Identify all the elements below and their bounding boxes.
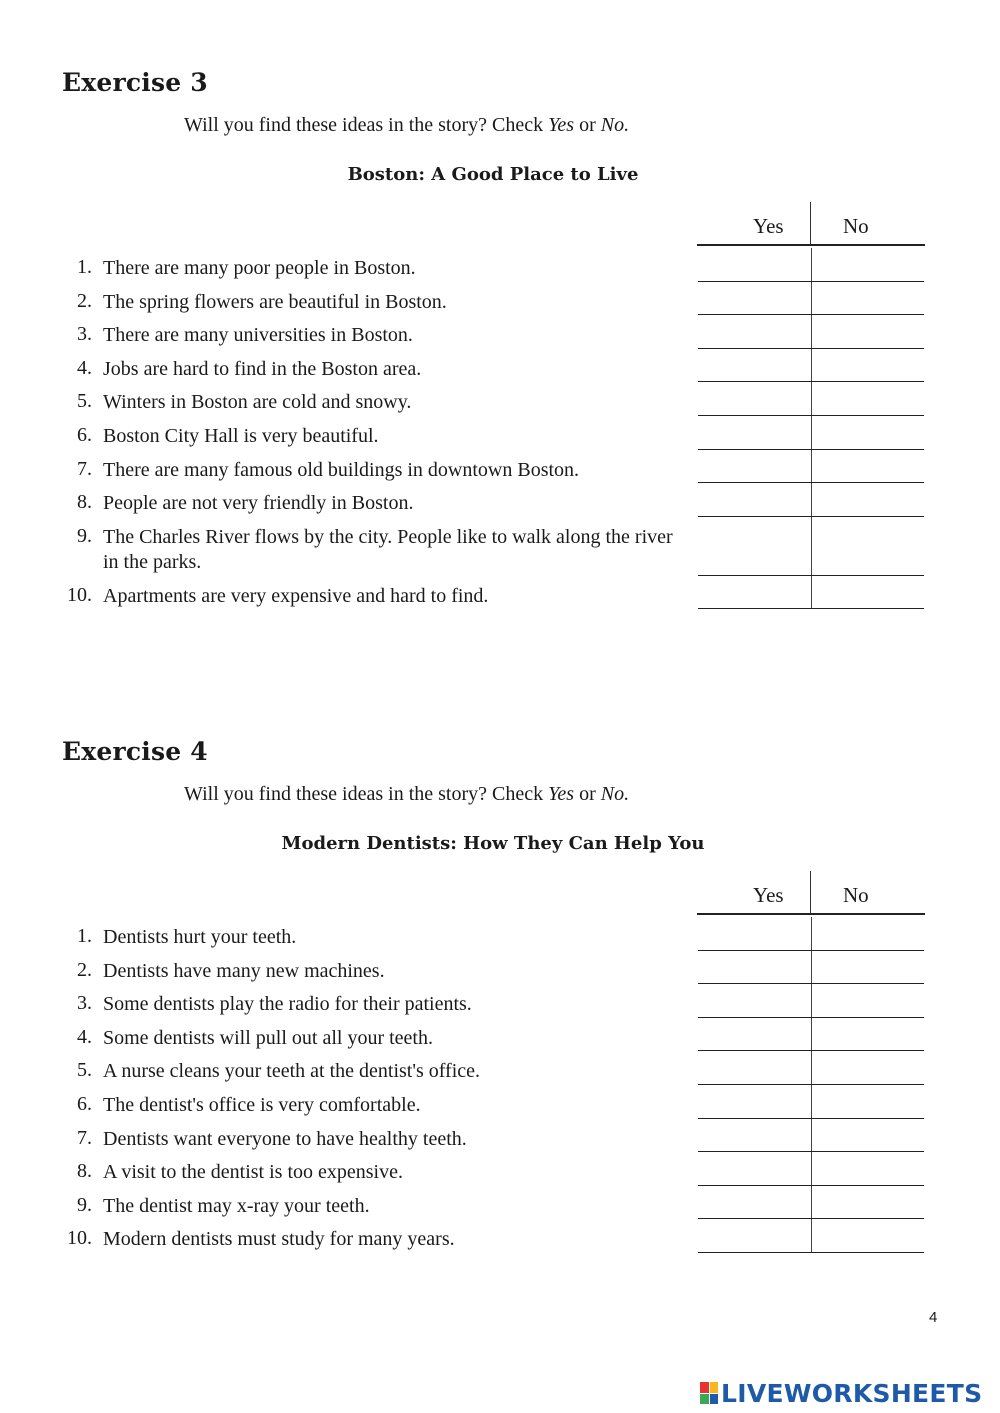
liveworksheets-branding xyxy=(700,1378,982,1408)
answer-row xyxy=(698,248,924,282)
answer-row xyxy=(698,450,924,484)
item-number: 4. xyxy=(77,1025,92,1048)
no-checkbox-cell[interactable] xyxy=(812,1219,924,1252)
instruction-text: Will you find these ideas in the story? Check xyxy=(184,114,549,136)
logo-square-red xyxy=(700,1382,709,1393)
yes-checkbox-cell[interactable] xyxy=(698,984,812,1017)
yes-word: Yes xyxy=(548,783,575,805)
item-text: There are many universities in Boston. xyxy=(103,324,413,347)
column-divider xyxy=(810,202,811,244)
yes-checkbox-cell[interactable] xyxy=(698,1085,812,1118)
item-number: 10. xyxy=(67,583,92,606)
item-text: There are many famous old buildings in downtown Boston. xyxy=(103,458,580,481)
list-item xyxy=(0,1085,1000,1119)
no-checkbox-cell[interactable] xyxy=(812,416,924,449)
brand-name: LIVEWORKSHEETS xyxy=(721,1378,983,1408)
answer-row xyxy=(698,1085,924,1119)
no-checkbox-cell[interactable] xyxy=(812,315,924,348)
no-checkbox-cell[interactable] xyxy=(812,1186,924,1219)
yes-checkbox-cell[interactable] xyxy=(698,917,812,950)
yes-checkbox-cell[interactable] xyxy=(698,416,812,449)
list-item xyxy=(0,349,1000,383)
list-item xyxy=(0,1119,1000,1153)
column-divider xyxy=(810,871,811,913)
list-item xyxy=(0,450,1000,484)
list-item xyxy=(0,1018,1000,1052)
or-word: or xyxy=(574,114,601,136)
column-header-yes: Yes xyxy=(753,214,784,238)
item-list xyxy=(0,917,1000,1253)
item-text: People are not very friendly in Boston. xyxy=(103,492,414,515)
item-text: Dentists have many new machines. xyxy=(103,959,385,982)
column-header-no: No xyxy=(843,214,869,238)
list-item xyxy=(0,282,1000,316)
item-number: 9. xyxy=(77,1193,92,1216)
no-checkbox-cell[interactable] xyxy=(812,1018,924,1051)
no-checkbox-cell[interactable] xyxy=(812,450,924,483)
column-header-yes: Yes xyxy=(753,883,784,907)
item-text: The dentist's office is very comfortable. xyxy=(103,1093,421,1116)
yes-checkbox-cell[interactable] xyxy=(698,382,812,415)
item-number: 5. xyxy=(77,1059,92,1082)
item-text: Dentists hurt your teeth. xyxy=(103,926,297,948)
item-number: 8. xyxy=(77,1160,92,1183)
list-item xyxy=(0,951,1000,985)
item-number: 6. xyxy=(77,423,92,446)
list-item xyxy=(0,315,1000,349)
item-text: Dentists want everyone to have healthy teeth. xyxy=(103,1127,467,1150)
list-item xyxy=(0,1152,1000,1186)
story-title: Boston: A Good Place to Live xyxy=(347,164,639,185)
list-item xyxy=(0,1186,1000,1220)
yes-checkbox-cell[interactable] xyxy=(698,248,812,281)
answer-row xyxy=(698,1186,924,1220)
answer-row xyxy=(698,483,924,517)
item-number: 6. xyxy=(77,1092,92,1115)
item-number: 2. xyxy=(77,289,92,312)
item-number: 1. xyxy=(77,256,92,278)
yes-checkbox-cell[interactable] xyxy=(698,1152,812,1185)
no-checkbox-cell[interactable] xyxy=(812,917,924,950)
answer-row xyxy=(698,282,924,316)
list-item xyxy=(0,984,1000,1018)
item-number: 5. xyxy=(77,390,92,413)
list-item xyxy=(0,517,1000,576)
answer-row xyxy=(698,1018,924,1052)
exercise-title: Exercise 3 xyxy=(62,68,208,97)
yes-checkbox-cell[interactable] xyxy=(698,951,812,984)
no-checkbox-cell[interactable] xyxy=(812,483,924,516)
item-text: The spring flowers are beautiful in Boston. xyxy=(103,290,447,313)
list-item xyxy=(0,248,1000,282)
no-checkbox-cell[interactable] xyxy=(812,517,924,575)
no-checkbox-cell[interactable] xyxy=(812,1051,924,1084)
yes-checkbox-cell[interactable] xyxy=(698,349,812,382)
answer-row xyxy=(698,1119,924,1153)
column-header-no: No xyxy=(843,883,869,907)
no-checkbox-cell[interactable] xyxy=(812,248,924,281)
no-checkbox-cell[interactable] xyxy=(812,382,924,415)
no-checkbox-cell[interactable] xyxy=(812,1152,924,1185)
instructions xyxy=(184,114,629,137)
no-checkbox-cell[interactable] xyxy=(812,349,924,382)
liveworksheets-logo-icon xyxy=(700,1382,718,1404)
yes-checkbox-cell[interactable] xyxy=(698,282,812,315)
item-text: Some dentists will pull out all your teeth. xyxy=(103,1026,433,1049)
instruction-text: Will you find these ideas in the story? Check xyxy=(184,783,549,805)
yes-checkbox-cell[interactable] xyxy=(698,1119,812,1152)
item-number: 7. xyxy=(77,1126,92,1149)
no-checkbox-cell[interactable] xyxy=(812,984,924,1017)
item-number: 4. xyxy=(77,356,92,379)
yes-checkbox-cell[interactable] xyxy=(698,1051,812,1084)
item-number: 9. xyxy=(77,524,92,547)
no-word: No. xyxy=(600,114,630,136)
list-item xyxy=(0,576,1000,610)
item-text: Winters in Boston are cold and snowy. xyxy=(103,391,412,414)
no-checkbox-cell[interactable] xyxy=(812,1119,924,1152)
list-item xyxy=(0,1051,1000,1085)
yes-checkbox-cell[interactable] xyxy=(698,1186,812,1219)
answer-row xyxy=(698,576,924,610)
answer-row xyxy=(698,984,924,1018)
yes-checkbox-cell[interactable] xyxy=(698,517,812,575)
answer-grid-header xyxy=(697,877,925,915)
answer-grid-header xyxy=(697,208,925,246)
list-item xyxy=(0,382,1000,416)
item-text: There are many poor people in Boston. xyxy=(103,257,416,279)
item-number: 8. xyxy=(77,491,92,514)
item-number: 3. xyxy=(77,323,92,346)
answer-row xyxy=(698,416,924,450)
item-text: A nurse cleans your teeth at the dentist's office. xyxy=(103,1060,481,1083)
list-item xyxy=(0,1219,1000,1253)
answer-row xyxy=(698,315,924,349)
item-text: The Charles River flows by the city. People like to walk along the river in the parks. xyxy=(103,525,673,573)
answer-row xyxy=(698,1219,924,1253)
exercise-title: Exercise 4 xyxy=(62,737,208,766)
logo-square-yellow xyxy=(710,1382,719,1393)
answer-row xyxy=(698,382,924,416)
logo-square-blue xyxy=(710,1394,719,1405)
item-list xyxy=(0,248,1000,609)
answer-row xyxy=(698,1152,924,1186)
no-checkbox-cell[interactable] xyxy=(812,951,924,984)
yes-checkbox-cell[interactable] xyxy=(698,1219,812,1252)
item-text: Jobs are hard to find in the Boston area. xyxy=(103,357,422,380)
answer-row xyxy=(698,1051,924,1085)
item-text: Apartments are very expensive and hard to find. xyxy=(103,584,489,607)
yes-checkbox-cell[interactable] xyxy=(698,1018,812,1051)
item-number: 10. xyxy=(67,1227,92,1250)
item-number: 3. xyxy=(77,992,92,1015)
logo-square-green xyxy=(700,1394,709,1405)
answer-row xyxy=(698,951,924,985)
story-title: Modern Dentists: How They Can Help You xyxy=(281,833,705,854)
page-number: 4 xyxy=(929,1309,938,1326)
item-text: The dentist may x-ray your teeth. xyxy=(103,1194,370,1217)
yes-checkbox-cell[interactable] xyxy=(698,315,812,348)
list-item xyxy=(0,483,1000,517)
yes-checkbox-cell[interactable] xyxy=(698,483,812,516)
list-item xyxy=(0,416,1000,450)
yes-checkbox-cell[interactable] xyxy=(698,576,812,609)
or-word: or xyxy=(574,783,601,805)
item-number: 1. xyxy=(77,925,92,947)
no-checkbox-cell[interactable] xyxy=(812,282,924,315)
answer-row xyxy=(698,517,924,576)
item-number: 7. xyxy=(77,457,92,480)
list-item xyxy=(0,917,1000,951)
item-text: Boston City Hall is very beautiful. xyxy=(103,424,379,447)
item-number: 2. xyxy=(77,958,92,981)
no-checkbox-cell[interactable] xyxy=(812,576,924,609)
instructions xyxy=(184,783,629,806)
no-checkbox-cell[interactable] xyxy=(812,1085,924,1118)
yes-word: Yes xyxy=(548,114,575,136)
yes-checkbox-cell[interactable] xyxy=(698,450,812,483)
answer-row xyxy=(698,349,924,383)
item-text: A visit to the dentist is too expensive. xyxy=(103,1161,403,1184)
no-word: No. xyxy=(600,783,630,805)
answer-row xyxy=(698,917,924,951)
item-text: Some dentists play the radio for their patients. xyxy=(103,993,472,1016)
item-text: Modern dentists must study for many years. xyxy=(103,1228,455,1251)
